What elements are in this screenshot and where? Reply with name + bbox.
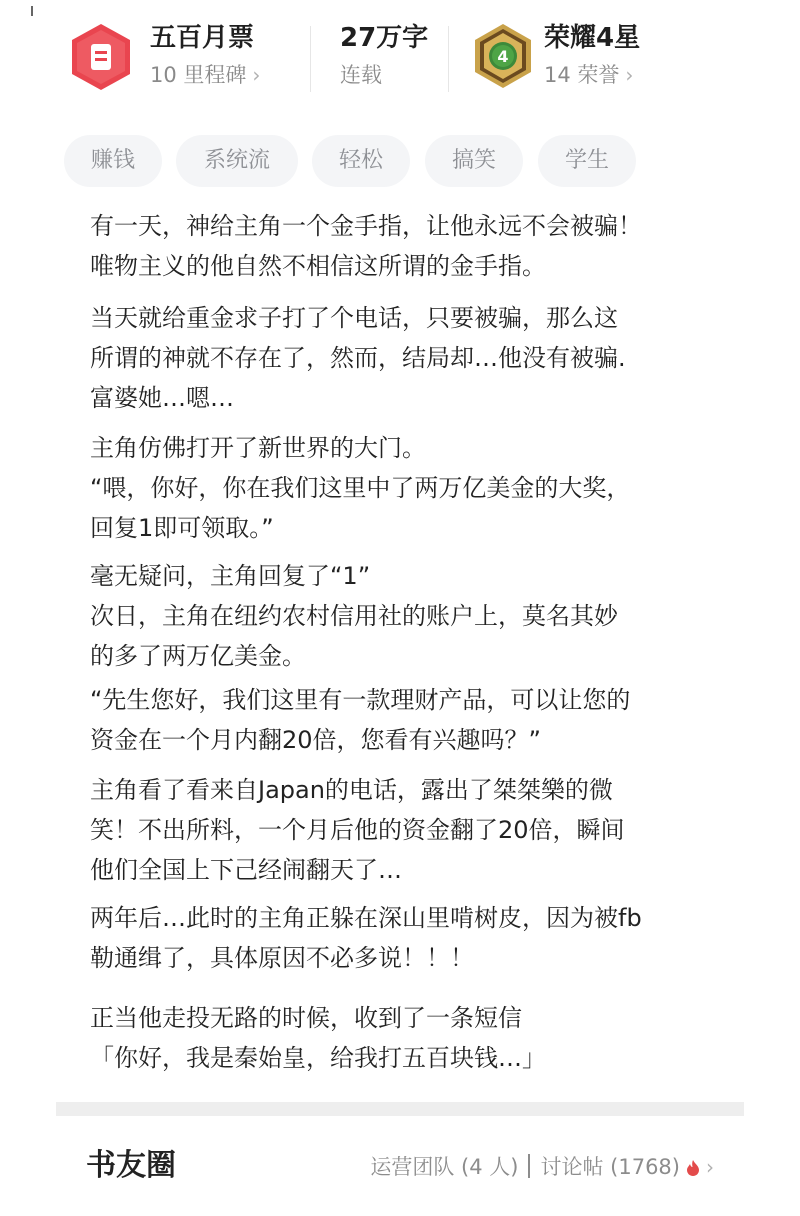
text-line: 所谓的神就不存在了，然而，结局却…他没有被骗. (90, 344, 626, 372)
stat-title: 荣耀4星 (544, 23, 641, 53)
divider (310, 26, 311, 92)
discussion-post-count: 讨论帖 (1768) (540, 1155, 680, 1179)
reader-circle-link[interactable] (370, 1150, 714, 1184)
stat-sub: 14 荣誉 (544, 63, 620, 87)
text-line: 富婆她…嗯… (90, 384, 234, 412)
reader-circle-title: 书友圈 (86, 1148, 176, 1183)
synopsis-paragraph (90, 428, 630, 548)
text-line: 主角看了看来自Japan的电话，露出了桀桀樂的微 (90, 776, 613, 804)
chevron-right-icon: › (706, 1155, 714, 1179)
operations-team-count: 运营团队 (4 人) (370, 1155, 519, 1179)
text-line: “喂，你好，你在我们这里中了两万亿美金的大奖， (90, 474, 631, 502)
chevron-right-icon: › (252, 63, 261, 87)
text-line: 资金在一个月内翻20倍，您看有兴趣吗？” (90, 726, 541, 754)
synopsis-paragraph (90, 206, 642, 286)
synopsis-paragraph (90, 770, 625, 890)
stat-title: 五百月票 (150, 23, 255, 53)
text-line: 两年后…此时的主角正躲在深山里啃树皮，因为被fb (90, 904, 642, 932)
tag-chip[interactable]: 搞笑 (425, 135, 523, 187)
text-line: 他们全国上下己经闹翻天了… (90, 856, 402, 884)
synopsis-paragraph (90, 298, 626, 418)
text-line: 唯物主义的他自然不相信这所谓的金手指。 (90, 252, 546, 280)
text-line: 回复1即可领取。” (90, 514, 274, 542)
honor-medal-icon (471, 22, 535, 92)
stat-honor[interactable] (544, 18, 640, 92)
chevron-right-icon: › (625, 63, 634, 87)
stat-monthly-tickets[interactable] (150, 18, 260, 92)
monthly-ticket-icon (68, 22, 134, 92)
synopsis-paragraph (90, 898, 642, 978)
text-line: 次日，主角在纽约农村信用社的账户上，莫名其妙 (90, 602, 618, 630)
text-line: 当天就给重金求子打了个电话，只要被骗，那么这 (90, 304, 618, 332)
text-line: 毫无疑问，主角回复了“1” (90, 562, 371, 590)
stat-title: 27万字 (340, 23, 429, 53)
book-stats-bar (0, 0, 800, 120)
flame-icon (686, 1160, 700, 1176)
stat-sub: 10 里程碑 (150, 63, 247, 87)
synopsis-paragraph (90, 680, 630, 760)
honor-level-text: 4 (497, 47, 509, 66)
text-line: 的多了两万亿美金。 (90, 642, 306, 670)
section-divider-band (56, 1102, 744, 1116)
text-line: 笑！不出所料，一个月后他的资金翻了20倍，瞬间 (90, 816, 625, 844)
text-line: 「你好，我是秦始皇，给我打五百块钱…」 (90, 1044, 546, 1072)
synopsis-paragraph (90, 998, 546, 1078)
divider (448, 26, 449, 92)
tag-chip[interactable]: 赚钱 (64, 135, 162, 187)
text-line: 勒通缉了，具体原因不必多说！！！ (90, 944, 474, 972)
text-line: 有一天，神给主角一个金手指，让他永远不会被骗！ (90, 212, 642, 240)
text-line: 正当他走投无路的时候，收到了一条短信 (90, 1004, 522, 1032)
tag-chip[interactable]: 学生 (538, 135, 636, 187)
text-line: 主角仿佛打开了新世界的大门。 (90, 434, 426, 462)
text-line: “先生您好，我们这里有一款理财产品，可以让您的 (90, 686, 631, 714)
synopsis-paragraph (90, 556, 618, 676)
divider (528, 1154, 530, 1178)
tag-chip[interactable]: 轻松 (312, 135, 410, 187)
stat-word-count (340, 18, 428, 92)
stat-sub: 连载 (340, 63, 382, 87)
tag-chip[interactable]: 系统流 (176, 135, 298, 187)
